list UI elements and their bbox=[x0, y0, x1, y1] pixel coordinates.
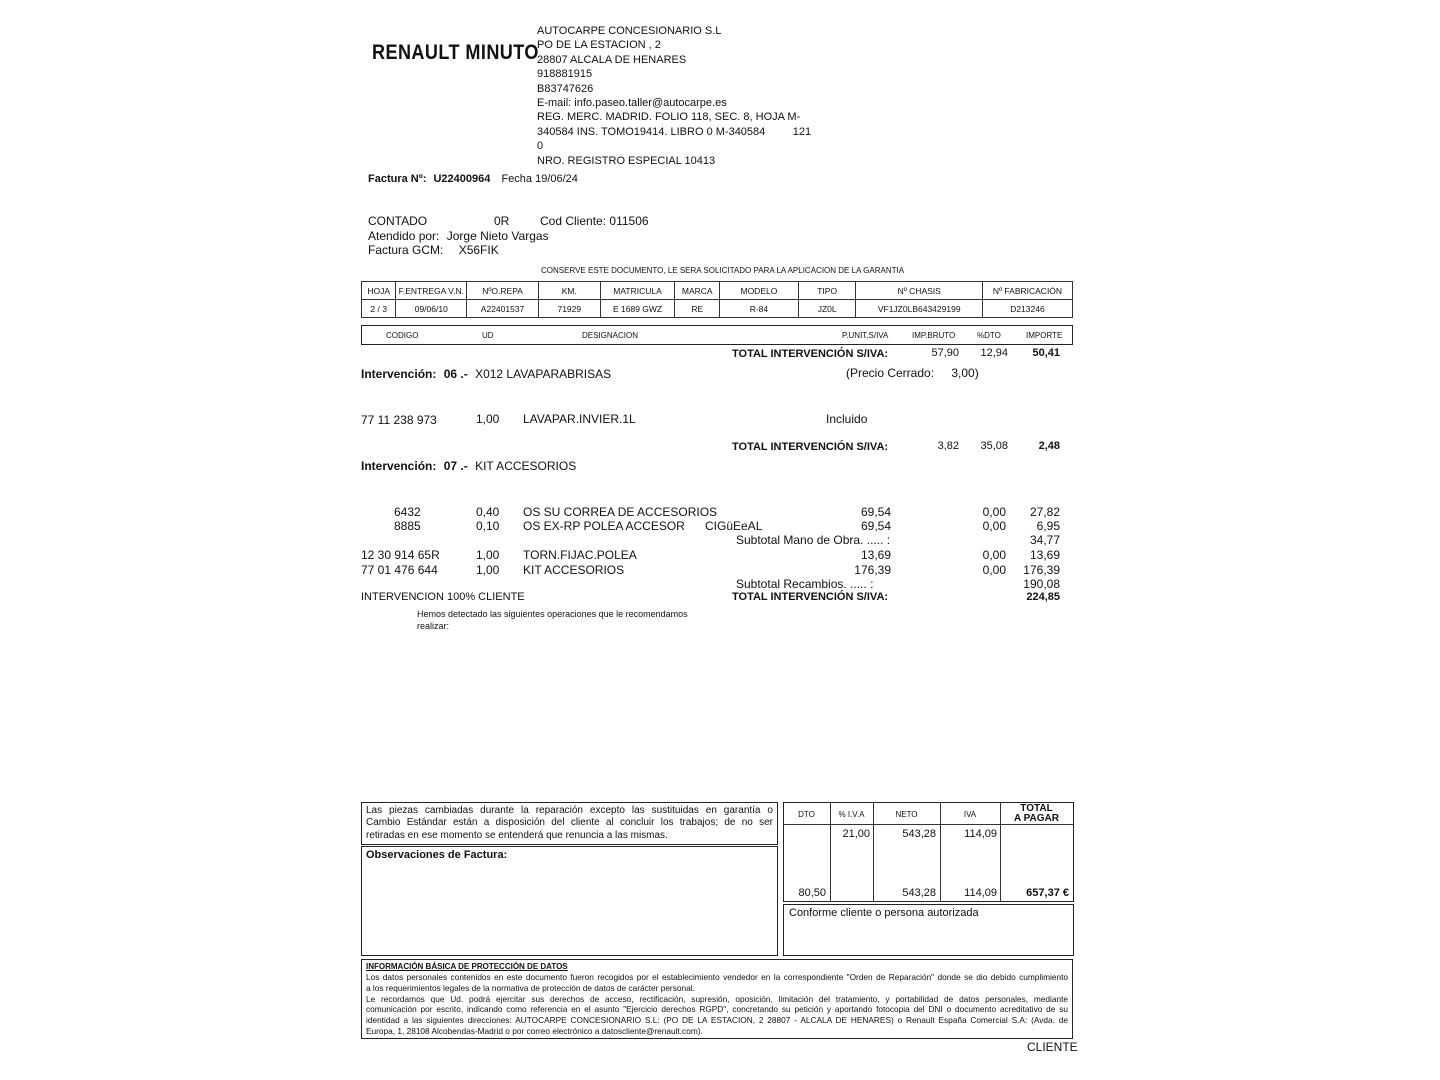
line-code: 77 01 476 644 bbox=[361, 563, 438, 577]
attended-by bbox=[368, 229, 549, 243]
privacy-box bbox=[361, 959, 1073, 1039]
order-code: 0R bbox=[494, 214, 510, 228]
vehicle-value: 71929 bbox=[538, 300, 600, 318]
line-unit-price: 13,69 bbox=[860, 548, 891, 562]
vehicle-value: 2 / 3 bbox=[362, 300, 396, 318]
intervention-client-note: INTERVENCION 100% CLIENTE bbox=[361, 591, 525, 603]
gcm-value: X56FIK bbox=[458, 243, 499, 257]
privacy-text: Le recordamos que Ud. podrá ejercitar sus derechos de acceso, rectificación, supresión, oposición, limitación del tratamiento, y portabilidad de datos personales, mediante bbox=[366, 993, 1068, 1004]
vehicle-value: RE bbox=[675, 300, 720, 318]
line-code: 6432 bbox=[394, 505, 421, 519]
intervention-label: Intervención: bbox=[361, 367, 437, 381]
summary-header-total-line1: TOTAL bbox=[1020, 803, 1053, 814]
vehicle-header: TIPO bbox=[798, 282, 856, 300]
privacy-text: a los requerimientos legales de la normativa de protección de datos de carácter personal. bbox=[366, 982, 695, 993]
line-discount: 0,00 bbox=[982, 519, 1006, 533]
company-address: PO DE LA ESTACION , 2 bbox=[537, 39, 661, 52]
client-code bbox=[540, 214, 649, 228]
total06-bruto: 3,82 bbox=[937, 440, 959, 452]
line-code: 77 11 238 973 bbox=[361, 413, 437, 427]
vehicle-value: JZ0L bbox=[798, 300, 856, 318]
line-designation: OS EX-RP POLEA ACCESOR bbox=[523, 519, 685, 533]
vehicle-header: MATRICULA bbox=[600, 282, 675, 300]
vehicle-header: Nº FABRICACIÓN bbox=[982, 282, 1072, 300]
col-ud: UD bbox=[482, 331, 494, 340]
summary-iva-total: 114,09 bbox=[964, 887, 997, 899]
company-registry-1: REG. MERC. MADRID. FOLIO 118, SEC. 8, HOJA M- bbox=[537, 111, 801, 124]
total07-importe: 224,85 bbox=[1026, 591, 1060, 603]
observations-label: Observaciones de Factura: bbox=[366, 849, 508, 861]
parts-notice-line: retiradas en ese momento se entenderá que renuncia a las mismas. bbox=[366, 829, 668, 841]
vehicle-header: KM. bbox=[538, 282, 600, 300]
vehicle-value: R-84 bbox=[719, 300, 798, 318]
company-block bbox=[537, 24, 811, 168]
total1-importe: 50,41 bbox=[1032, 347, 1060, 359]
vehicle-header-row bbox=[362, 282, 1073, 300]
subtotal-labor: 34,77 bbox=[1029, 533, 1060, 547]
total-intervention-label: TOTAL INTERVENCIÓN S/IVA: bbox=[732, 441, 889, 453]
line-ud: 0,40 bbox=[476, 505, 500, 519]
vehicle-header: F.ENTREGA V.N. bbox=[396, 282, 467, 300]
parts-notice-line: Cambio Estándar están a disposición del cliente al concluir los trabajos; de no ser bbox=[366, 817, 773, 829]
line-included: Incluido bbox=[826, 412, 868, 426]
col-designacion: DESIGNACION bbox=[582, 331, 639, 340]
col-dto: %DTO bbox=[977, 331, 1001, 340]
conforme-box bbox=[783, 904, 1074, 956]
total06-importe: 2,48 bbox=[1038, 440, 1060, 452]
total1-bruto: 57,90 bbox=[931, 347, 959, 359]
line-designation-extra: CIGüEeAL bbox=[705, 519, 763, 533]
parts-notice-line: Las piezas cambiadas durante la reparación excepto las sustituidas en garantía o bbox=[366, 805, 773, 816]
company-phone: 918881915 bbox=[537, 68, 593, 81]
summary-neto-total: 543,28 bbox=[902, 887, 936, 899]
summary-header-total-line2: A PAGAR bbox=[1014, 813, 1059, 824]
line-ud: 0,10 bbox=[476, 519, 500, 533]
recommendations-line: Hemos detectado las siguientes operaciones que le recomendamos bbox=[417, 609, 688, 619]
intervention-number: 06 .- bbox=[443, 367, 468, 381]
parts-notice-box bbox=[361, 802, 778, 845]
total-intervention-label: TOTAL INTERVENCIÓN S/IVA: bbox=[732, 591, 889, 603]
summary-header-iva: IVA bbox=[963, 810, 977, 819]
summary-neto: 543,28 bbox=[902, 828, 936, 840]
company-city: 28807 ALCALA DE HENARES bbox=[537, 53, 687, 66]
privacy-text: Europa, 1, 28108 Alcobendas-Madrid o por correo electrónico a datoscliente@renault.com). bbox=[366, 1025, 703, 1036]
invoice-date-label: Fecha bbox=[501, 173, 533, 185]
vehicle-header: MARCA bbox=[675, 282, 720, 300]
recommendations bbox=[417, 609, 688, 632]
line-header-bar bbox=[361, 325, 1073, 345]
conforme-label: Conforme cliente o persona autorizada bbox=[789, 907, 979, 919]
dealer-logo: RENAULT MINUTO bbox=[372, 41, 539, 64]
line-discount: 0,00 bbox=[982, 563, 1006, 577]
privacy-text: comunicación por escrito, indicando como referencia en el asunto "Ejercicio derechos RGPD", concretando su petición y aportando fotocopia del DNI o documento acreditativo de su bbox=[366, 1004, 1068, 1015]
privacy-title: INFORMACIÓN BÁSICA DE PROTECCIÓN DE DATOS bbox=[366, 962, 568, 971]
recommendations-line: realizar: bbox=[417, 620, 450, 631]
vehicle-value: A22401537 bbox=[467, 300, 539, 318]
summary-header-dto: DTO bbox=[798, 810, 815, 819]
summary-total-to-pay: 657,37 € bbox=[1026, 887, 1069, 899]
attended-by-name: Jorge Nieto Vargas bbox=[446, 229, 549, 243]
vehicle-header: NºO.REPA bbox=[467, 282, 539, 300]
line-designation: TORN.FIJAC.POLEA bbox=[523, 548, 637, 562]
col-punit: P.UNIT.S/IVA bbox=[842, 331, 889, 340]
invoice-number: U22400964 bbox=[433, 173, 491, 185]
attended-by-label: Atendido por: bbox=[368, 229, 440, 243]
total06-dto: 35,08 bbox=[980, 440, 1008, 452]
subtotal-parts-label: Subtotal Recambios. ..... : bbox=[736, 577, 874, 591]
vehicle-value: VF1JZ0LB643429199 bbox=[856, 300, 982, 318]
vehicle-value: D213246 bbox=[982, 300, 1072, 318]
intervention-description: X012 LAVAPARABRISAS bbox=[475, 367, 612, 381]
invoice-number-line bbox=[368, 173, 578, 185]
summary-header-iva-pct: % I.V.A bbox=[838, 810, 865, 819]
line-amount: 6,95 bbox=[1036, 519, 1060, 533]
intervention-06-header bbox=[361, 367, 611, 381]
closed-price-label: (Precio Cerrado: bbox=[846, 366, 935, 380]
line-ud: 1,00 bbox=[476, 548, 500, 562]
intervention-07-header bbox=[361, 459, 576, 473]
copy-label: CLIENTE bbox=[1027, 1040, 1078, 1054]
summary-iva: 114,09 bbox=[964, 828, 997, 840]
observations-box bbox=[361, 846, 778, 956]
line-ud: 1,00 bbox=[476, 412, 500, 426]
gcm-label: Factura GCM: bbox=[368, 243, 444, 257]
line-code: 12 30 914 65R bbox=[361, 548, 440, 562]
line-designation: OS SU CORREA DE ACCESORIOS bbox=[523, 505, 718, 519]
vehicle-header: MODELO bbox=[719, 282, 798, 300]
col-codigo: CODIGO bbox=[386, 331, 419, 340]
line-amount: 27,82 bbox=[1029, 505, 1060, 519]
col-impbruto: IMP.BRUTO bbox=[912, 331, 956, 340]
line-discount: 0,00 bbox=[982, 548, 1006, 562]
vehicle-value: E 1689 GWZ bbox=[600, 300, 675, 318]
closed-price-value: 3,00) bbox=[951, 366, 979, 380]
summary-header-total bbox=[1000, 804, 1073, 824]
intervention-number: 07 .- bbox=[443, 459, 468, 473]
vehicle-value-row bbox=[362, 300, 1073, 318]
intervention-description: KIT ACCESORIOS bbox=[475, 459, 577, 473]
total-intervention-label: TOTAL INTERVENCIÓN S/IVA: bbox=[732, 348, 889, 360]
line-ud: 1,00 bbox=[476, 563, 500, 577]
company-registry-2: 340584 INS. TOMO19414. LIBRO 0 M-340584 121 bbox=[537, 125, 812, 138]
line-amount: 13,69 bbox=[1029, 548, 1060, 562]
privacy-text: identidad a las siguientes direcciones: AUTOCARPE CONCESIONARIO S.L: (PO DE LA ESTACION, 2 28807 - ALCALA DE HENARES) o Renault España Comercial S.A: (Avda. de bbox=[366, 1015, 1068, 1026]
privacy-text: Los datos personales contenidos en este documento fueron recogidos por el establecimiento vendedor en la correspondiente "Orden de Reparación" donde se dio debido cumplimiento bbox=[366, 972, 1068, 982]
vehicle-table bbox=[361, 281, 1073, 318]
subtotal-labor-label: Subtotal Mano de Obra. ..... : bbox=[736, 533, 891, 547]
company-cif: B83747626 bbox=[537, 82, 594, 95]
summary-iva-pct: 21,00 bbox=[842, 828, 870, 840]
col-importe: IMPORTE bbox=[1026, 331, 1063, 340]
line-designation: KIT ACCESORIOS bbox=[523, 563, 625, 577]
total1-dto: 12,94 bbox=[980, 347, 1008, 359]
summary-header-neto: NETO bbox=[895, 810, 918, 819]
client-code-value: 011506 bbox=[609, 214, 649, 228]
warranty-notice: CONSERVE ESTE DOCUMENTO, LE SERA SOLICITADO PARA LA APLICACION DE LA GARANTIA bbox=[541, 266, 905, 275]
gcm-invoice bbox=[368, 243, 499, 257]
company-special-registry: NRO. REGISTRO ESPECIAL 10413 bbox=[537, 154, 716, 167]
client-code-label: Cod Cliente: bbox=[540, 214, 607, 228]
vehicle-value: 09/06/10 bbox=[396, 300, 467, 318]
line-amount: 176,39 bbox=[1023, 563, 1060, 577]
invoice-date: 19/06/24 bbox=[535, 173, 578, 185]
line-designation: LAVAPAR.INVIER.1L bbox=[523, 412, 636, 426]
line-unit-price: 69,54 bbox=[860, 505, 891, 519]
vehicle-header: Nº CHASIS bbox=[856, 282, 982, 300]
company-email: E-mail: info.paseo.taller@autocarpe.es bbox=[537, 97, 727, 110]
payment-method: CONTADO bbox=[368, 214, 428, 228]
line-unit-price: 69,54 bbox=[860, 519, 891, 533]
closed-price bbox=[846, 366, 979, 380]
company-registry-3: 0 bbox=[537, 140, 544, 153]
line-code: 8885 bbox=[394, 519, 421, 533]
summary-divider bbox=[783, 824, 1074, 825]
intervention-label: Intervención: bbox=[361, 459, 437, 473]
vehicle-header: HOJA bbox=[362, 282, 396, 300]
company-name: AUTOCARPE CONCESIONARIO S.L bbox=[537, 25, 722, 37]
invoice-number-label: Factura Nº: bbox=[368, 173, 427, 185]
line-unit-price: 176,39 bbox=[854, 563, 891, 577]
summary-dto-total: 80,50 bbox=[798, 887, 826, 899]
subtotal-parts: 190,08 bbox=[1023, 577, 1060, 591]
line-discount: 0,00 bbox=[982, 505, 1006, 519]
